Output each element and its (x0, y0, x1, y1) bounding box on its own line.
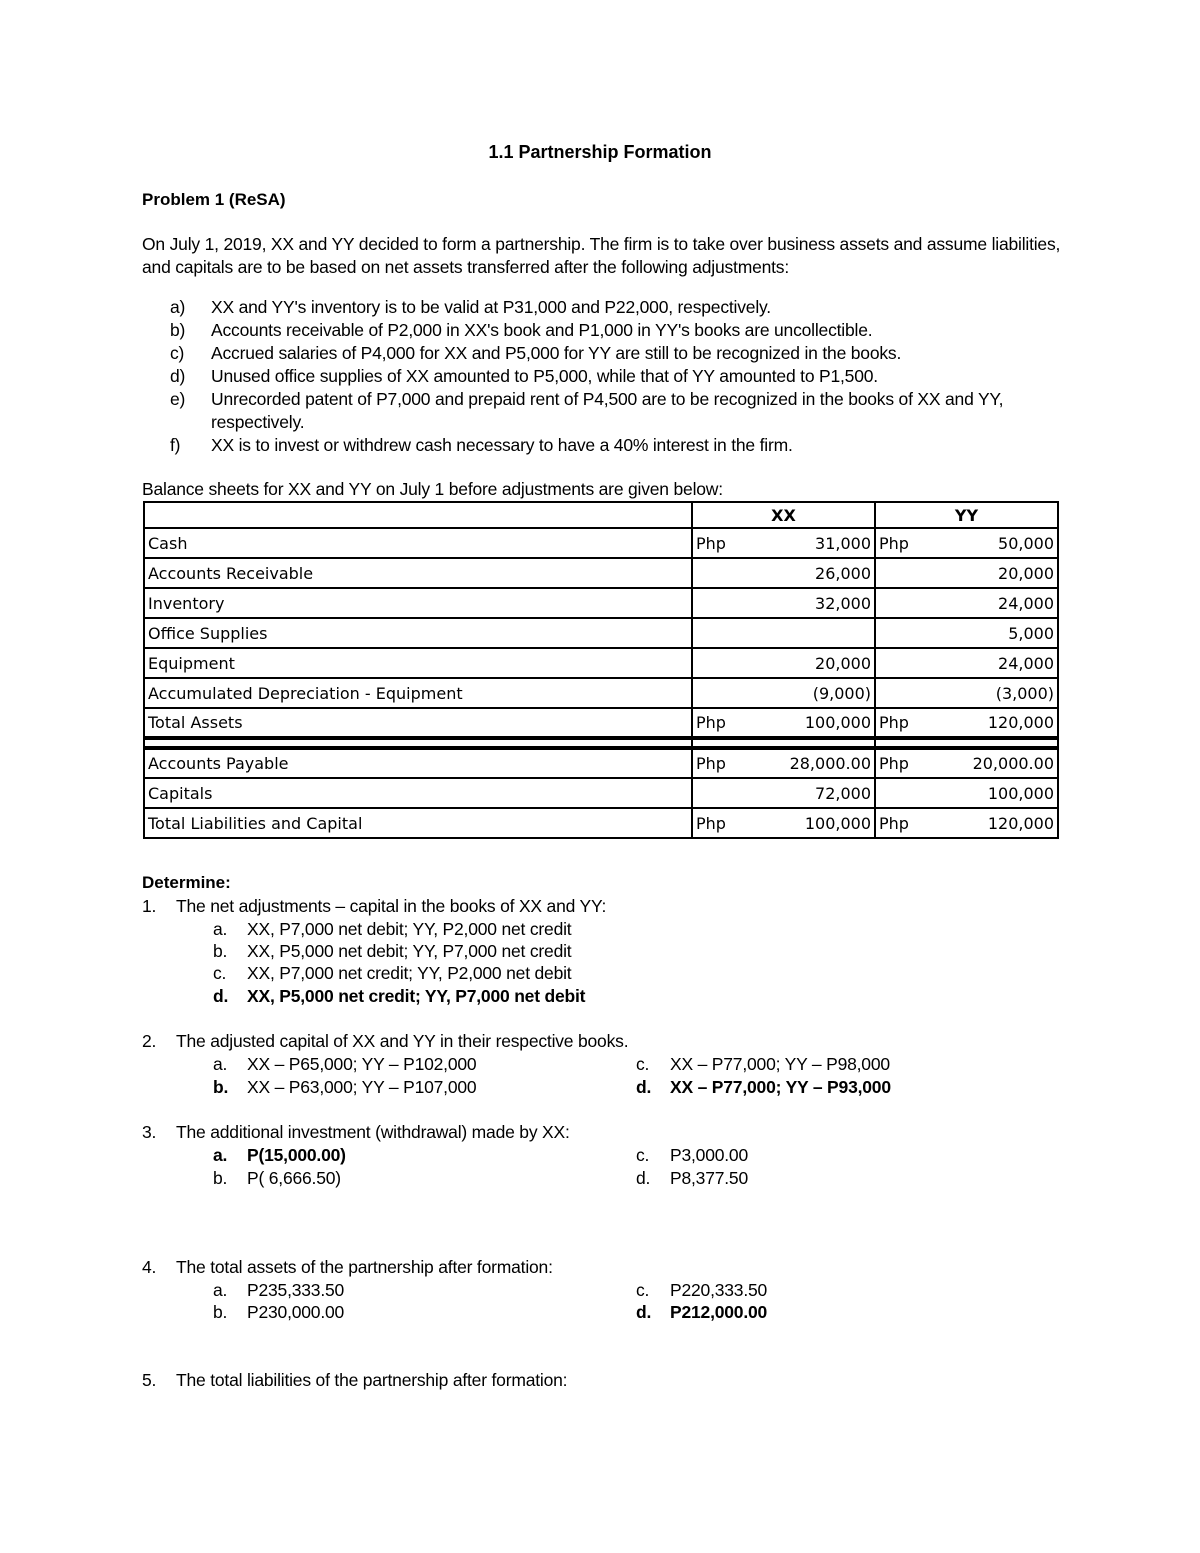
header-yy: YY (875, 502, 1058, 528)
currency: Php (696, 813, 726, 833)
spacer-cell (144, 738, 692, 748)
adjustment-label: f) (170, 435, 181, 455)
adjustment-text: XX and YY's inventory is to be valid at P31,000 and P22,000, respectively. (211, 297, 771, 317)
table-row-total-assets (144, 708, 1058, 738)
question-text: The adjusted capital of XX and YY in their respective books. (176, 1031, 629, 1051)
option (636, 1280, 767, 1301)
option (213, 963, 571, 984)
table-row (144, 748, 1058, 778)
table-row (144, 678, 1058, 708)
currency: Php (879, 754, 909, 773)
option-label: b. (213, 1168, 228, 1188)
intro-paragraph: On July 1, 2019, XX and YY decided to form a partnership. The firm is to take over business assets and assume liabilities, and capitals are to be based on net assets transferred after the following adjustments: (142, 234, 1061, 277)
option (213, 1077, 476, 1098)
question-text: The additional investment (withdrawal) made by XX: (176, 1122, 570, 1142)
option-text: XX, P5,000 net credit; YY, P7,000 net debit (247, 986, 586, 1006)
xx-value: 31,000 (815, 533, 871, 553)
header-blank (144, 502, 692, 528)
option (213, 1054, 476, 1075)
yy-value: 5,000 (1008, 623, 1054, 643)
option (213, 919, 571, 940)
table-spacer-row (144, 738, 1058, 748)
option-text: P8,377.50 (670, 1168, 748, 1188)
option-text: XX, P5,000 net debit; YY, P7,000 net credit (247, 941, 572, 961)
yy-value: 20,000.00 (972, 754, 1054, 773)
adjustment-text: Accrued salaries of P4,000 for XX and P5,000 for YY are still to be recognized in the books. (211, 343, 902, 363)
table-row (144, 648, 1058, 678)
currency: Php (696, 713, 726, 732)
row-label: Equipment (144, 648, 692, 678)
header-xx: XX (692, 502, 875, 528)
question-text: The net adjustments – capital in the books of XX and YY: (176, 896, 607, 916)
row-label: Cash (144, 528, 692, 558)
table-row (144, 588, 1058, 618)
row-label: Office Supplies (144, 618, 692, 648)
option-text: P3,000.00 (670, 1145, 748, 1165)
currency: Php (696, 754, 726, 773)
yy-value: 24,000 (998, 593, 1054, 613)
option-label: c. (636, 1280, 650, 1300)
adjustment-text: Unused office supplies of XX amounted to P5,000, while that of YY amounted to P1,500. (211, 366, 878, 386)
page-title: 1.1 Partnership Formation (488, 142, 712, 162)
question-number: 5. (142, 1370, 157, 1390)
question-number: 3. (142, 1122, 157, 1142)
option-label: b. (213, 941, 228, 961)
option-text: XX, P7,000 net debit; YY, P2,000 net credit (247, 919, 572, 939)
xx-value: 72,000 (815, 783, 871, 803)
option-text: P212,000.00 (670, 1302, 768, 1322)
option-label: a. (213, 1054, 228, 1074)
currency: Php (696, 533, 726, 553)
option-label: c. (636, 1054, 650, 1074)
currency: Php (879, 813, 909, 833)
row-label: Total Liabilities and Capital (144, 808, 692, 838)
table-row (144, 618, 1058, 648)
question-text: The total liabilities of the partnership after formation: (176, 1370, 568, 1390)
xx-value: 100,000 (804, 813, 871, 833)
determine-heading: Determine: (142, 873, 231, 892)
option (213, 1168, 341, 1189)
option-correct (636, 1077, 891, 1098)
adjustment-label: c) (170, 343, 185, 363)
question-text: The total assets of the partnership after formation: (176, 1257, 553, 1277)
option (636, 1145, 748, 1166)
problem-heading: Problem 1 (ReSA) (142, 190, 286, 209)
option-label: d. (636, 1302, 652, 1322)
spacer-cell (692, 738, 875, 748)
table-row (144, 558, 1058, 588)
table-row (144, 528, 1058, 558)
question-number: 4. (142, 1257, 157, 1277)
xx-value: 26,000 (815, 563, 871, 583)
option-text: P230,000.00 (247, 1302, 345, 1322)
option-label: c. (636, 1145, 650, 1165)
option-label: d. (636, 1077, 652, 1097)
question-number: 1. (142, 896, 157, 916)
balance-sheet-intro: Balance sheets for XX and YY on July 1 before adjustments are given below: (142, 479, 723, 499)
option-correct (213, 1145, 346, 1166)
adjustment-text: Accounts receivable of P2,000 in XX's book and P1,000 in YY's books are uncollectible. (211, 320, 873, 340)
row-label: Accumulated Depreciation - Equipment (144, 678, 692, 708)
row-label: Accounts Receivable (144, 558, 692, 588)
spacer-cell (875, 738, 1058, 748)
table-header-row (144, 502, 1058, 528)
option-label: d. (213, 986, 229, 1006)
xx-value: 32,000 (815, 593, 871, 613)
xx-value: 20,000 (815, 653, 871, 673)
adjustment-label: d) (170, 366, 186, 386)
option-text: XX – P77,000; YY – P98,000 (670, 1054, 890, 1074)
option (636, 1054, 890, 1075)
option-text: XX – P63,000; YY – P107,000 (247, 1077, 477, 1097)
option-label: a. (213, 1145, 228, 1165)
option (213, 1280, 344, 1301)
adjustment-text: Unrecorded patent of P7,000 and prepaid rent of P4,500 are to be recognized in the books of XX and YY, respectively. (211, 389, 1004, 432)
adjustment-label: b) (170, 320, 186, 340)
option-text: P220,333.50 (670, 1280, 768, 1300)
yy-value: 20,000 (998, 563, 1054, 583)
row-label: Capitals (144, 778, 692, 808)
option-text: P(15,000.00) (247, 1145, 346, 1165)
option-label: a. (213, 919, 228, 939)
option-correct (636, 1302, 767, 1323)
option-label: b. (213, 1077, 229, 1097)
row-label: Accounts Payable (144, 748, 692, 778)
row-label: Total Assets (144, 708, 692, 738)
currency: Php (879, 533, 909, 553)
option (636, 1168, 748, 1189)
balance-sheet-table (143, 501, 1059, 839)
adjustment-text: XX is to invest or withdrew cash necessary to have a 40% interest in the firm. (211, 435, 793, 455)
yy-value: 120,000 (987, 713, 1054, 732)
option-text: XX – P65,000; YY – P102,000 (247, 1054, 477, 1074)
option (213, 1302, 344, 1323)
xx-value: 100,000 (804, 713, 871, 732)
yy-value: (3,000) (995, 683, 1054, 703)
yy-value: 120,000 (987, 813, 1054, 833)
xx-value: 28,000.00 (789, 754, 871, 773)
adjustment-label: a) (170, 297, 186, 317)
option-text: P( 6,666.50) (247, 1168, 341, 1188)
yy-value: 100,000 (987, 783, 1054, 803)
option-text: P235,333.50 (247, 1280, 345, 1300)
option-label: b. (213, 1302, 228, 1322)
table-row-total-liabilities-capital (144, 808, 1058, 838)
adjustment-label: e) (170, 389, 186, 409)
question-number: 2. (142, 1031, 157, 1051)
option-text: XX, P7,000 net credit; YY, P2,000 net debit (247, 963, 572, 983)
yy-value: 50,000 (998, 533, 1054, 553)
option-label: d. (636, 1168, 651, 1188)
currency: Php (879, 713, 909, 732)
xx-value: (9,000) (812, 683, 871, 703)
option-label: a. (213, 1280, 228, 1300)
row-label: Inventory (144, 588, 692, 618)
option-correct (213, 986, 585, 1007)
option-label: c. (213, 963, 227, 983)
option-text: XX – P77,000; YY – P93,000 (670, 1077, 891, 1097)
table-row (144, 778, 1058, 808)
yy-value: 24,000 (998, 653, 1054, 673)
option (213, 941, 571, 962)
